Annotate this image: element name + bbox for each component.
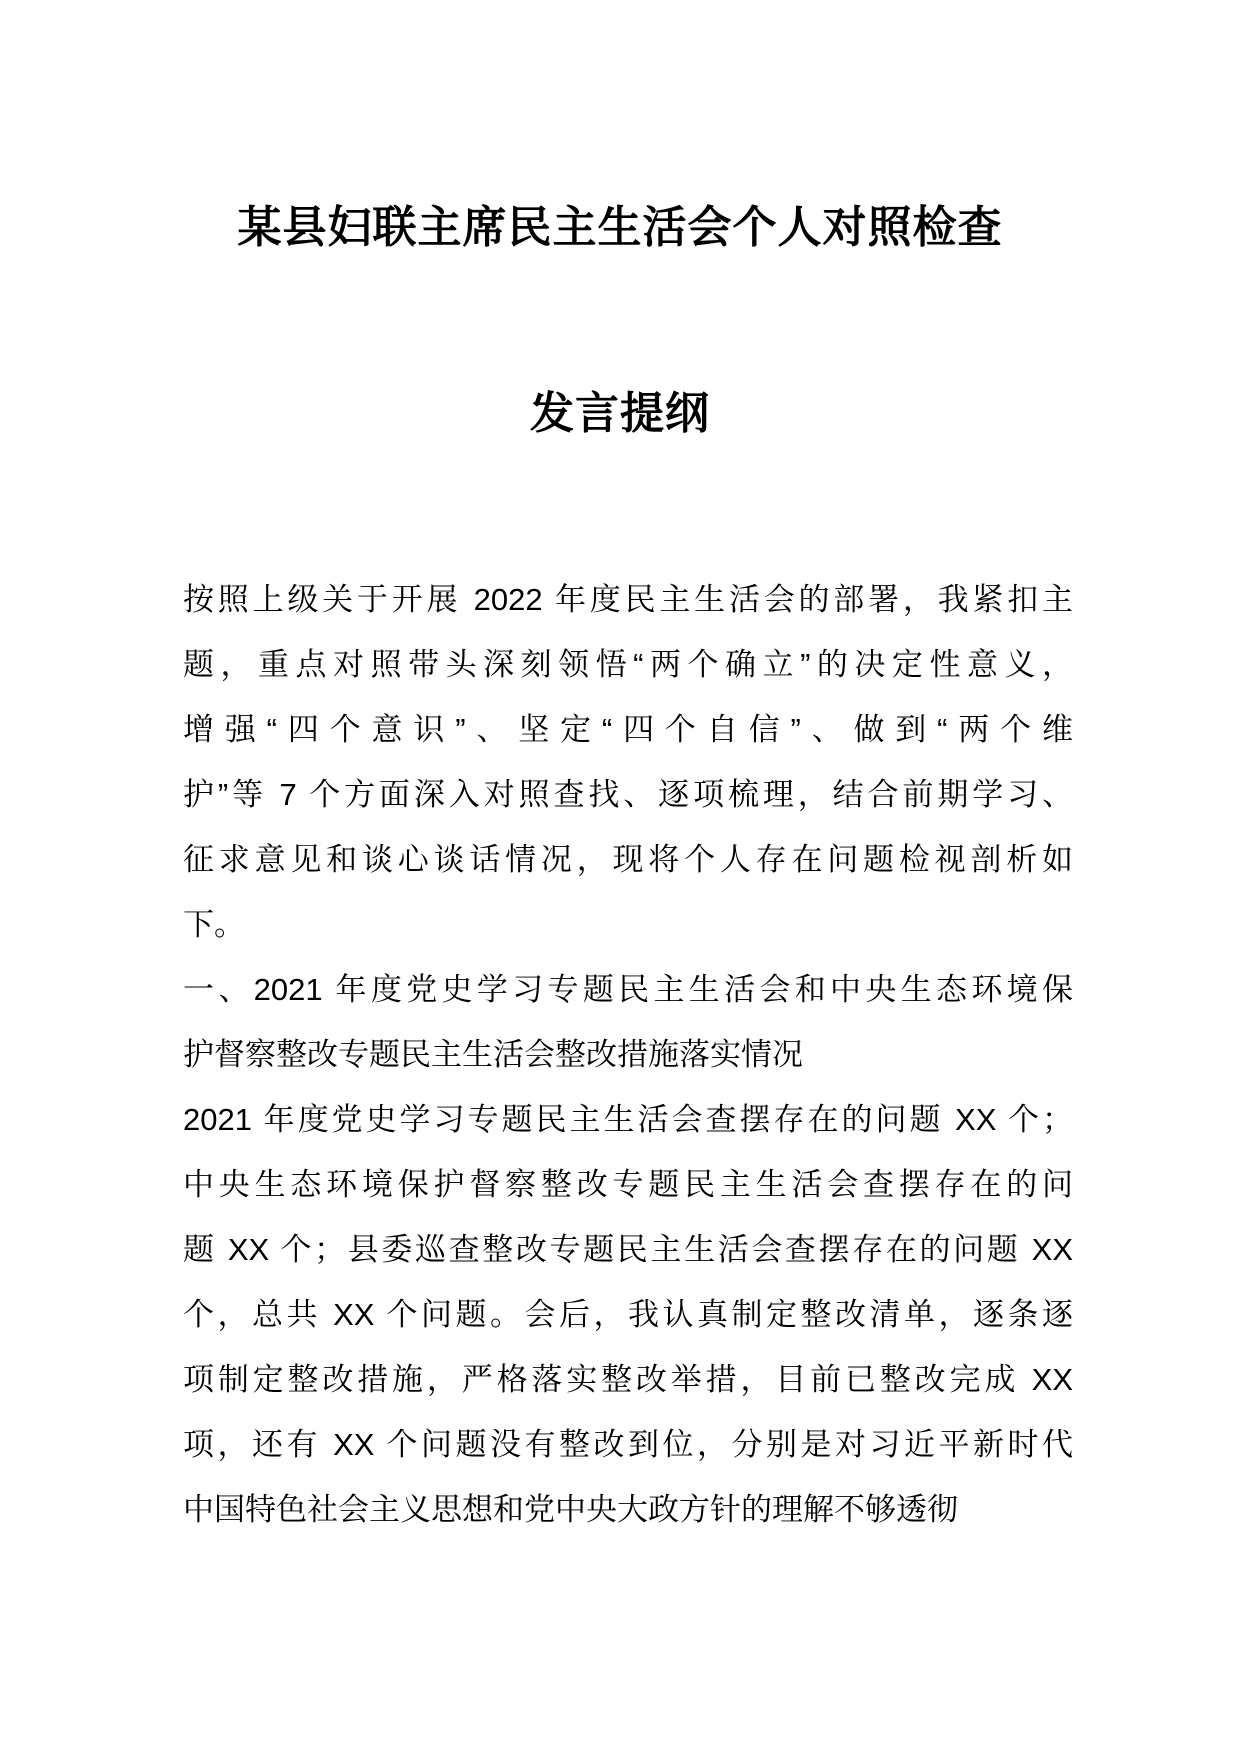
body-line: 护”等 7 个方面深入对照查找、逐项梳理，结合前期学习、: [183, 777, 1073, 812]
document-title-line-1: 某县妇联主席民主生活会个人对照检查: [237, 203, 1003, 252]
body-line: 个，总共 XX 个问题。会后，我认真制定整改清单，逐条逐: [183, 1297, 1073, 1332]
body-line-section-heading: 一、2021 年度党史学习专题民主生活会和中央生态环境保: [183, 972, 1073, 1007]
body-line: 按照上级关于开展 2022 年度民主生活会的部署，我紧扣主: [183, 582, 1073, 617]
document-body: [183, 567, 1073, 1542]
body-line: 2021 年度党史学习专题民主生活会查摆存在的问题 XX 个；: [183, 1102, 1073, 1137]
body-line: 中央生态环境保护督察整改专题民主生活会查摆存在的问: [183, 1167, 1073, 1202]
body-line: 增强“四个意识”、坚定“四个自信”、做到“两个维: [183, 712, 1073, 747]
document-title-line-2: 发言提纲: [530, 389, 710, 438]
body-line-section-heading: 护督察整改专题民主生活会整改措施落实情况: [183, 1037, 803, 1072]
body-line: 项制定整改措施，严格落实整改举措，目前已整改完成 XX: [183, 1362, 1073, 1397]
body-line: 征求意见和谈心谈话情况，现将个人存在问题检视剖析如: [183, 842, 1073, 877]
body-line: 中国特色社会主义思想和党中央大政方针的理解不够透彻: [183, 1492, 958, 1527]
body-line: 题，重点对照带头深刻领悟“两个确立”的决定性意义，: [183, 647, 1073, 682]
body-line: 下。: [183, 907, 245, 942]
body-line: 题 XX 个；县委巡查整改专题民主生活会查摆存在的问题 XX: [183, 1232, 1073, 1267]
body-line: 项，还有 XX 个问题没有整改到位，分别是对习近平新时代: [183, 1427, 1073, 1462]
